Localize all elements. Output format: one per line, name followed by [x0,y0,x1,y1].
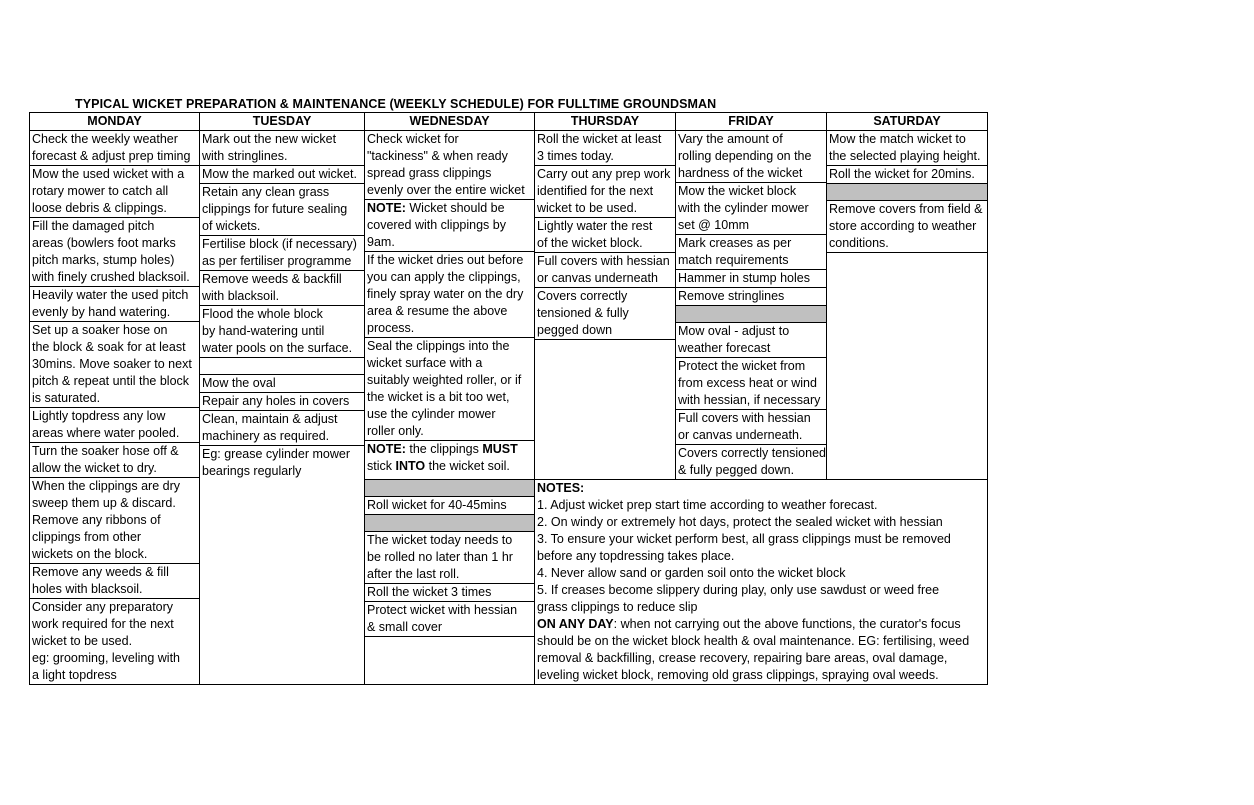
wednesday-note: NOTE: the clippings MUST stick INTO the wicket soil. [367,442,518,473]
wednesday-column-upper [365,131,535,480]
note-line: should be on the wicket block health & oval maintenance. EG: fertilising, weed [537,634,970,648]
friday-task: Mark creases as per match requirements [676,235,826,270]
header-friday: FRIDAY [676,113,827,131]
tuesday-task: Fertilise block (if necessary) as per fertiliser programme [200,236,364,271]
schedule-title: TYPICAL WICKET PREPARATION & MAINTENANCE (WEEKLY SCHEDULE) FOR FULLTIME GROUNDSMAN [75,97,717,111]
thursday-task: Full covers with hessian or canvas underneath [535,253,675,288]
thursday-task: Lightly water the rest of the wicket block. [535,218,675,253]
tuesday-task: Repair any holes in covers [200,393,364,411]
header-tuesday: TUESDAY [200,113,365,131]
tuesday-task: Mow the oval [200,375,364,393]
note-line: grass clippings to reduce slip [537,600,698,614]
note-line: 3. To ensure your wicket perform best, all grass clippings must be removed [537,532,951,546]
monday-task: Lightly topdress any low areas where water pooled. [30,408,199,443]
tuesday-task: Mow the marked out wicket. [200,166,364,184]
friday-task: Mow the wicket block with the cylinder mower set @ 10mm [676,183,826,235]
friday-task: Full covers with hessian or canvas underneath. [676,410,826,445]
tuesday-column [200,131,365,685]
friday-column [676,131,827,480]
header-saturday: SATURDAY [827,113,988,131]
note-line: 1. Adjust wicket prep start time according to weather forecast. [537,498,878,512]
monday-task: Remove any weeds & fill holes with blacksoil. [30,564,199,599]
saturday-gray-cell [827,184,987,201]
thursday-task: Carry out any prep work identified for the next wicket to be used. [535,166,675,218]
tuesday-task: Clean, maintain & adjust machinery as required. [200,411,364,446]
any-day-note: ON ANY DAY: when not carrying out the above functions, the curator's focus [537,617,961,631]
note-line: removal & backfilling, crease recovery, repairing bare areas, oval damage, [537,651,948,665]
wednesday-note: NOTE: Wicket should be covered with clippings by 9am. [365,200,534,252]
friday-gray-cell [676,306,826,323]
wednesday-column-lower [365,480,535,685]
monday-task: Set up a soaker hose on the block & soak for at least 30mins. Move soaker to next pitch & repeat until the block is saturated. [30,322,199,408]
thursday-column [535,131,676,480]
monday-task: Consider any preparatory work required for the next wicket to be used. eg: grooming, leveling with a light topdress [32,600,180,682]
tuesday-task: Mark out the new wicket with stringlines. [200,131,364,166]
wednesday-task: The wicket today needs to be rolled no later than 1 hr after the last roll. [365,532,534,584]
tuesday-empty-cell [200,358,364,375]
saturday-task: Remove covers from field & store according to weather conditions. [827,201,987,253]
wednesday-task: If the wicket dries out before you can apply the clippings, finely spray water on the dry area & resume the above process. [365,252,534,338]
wednesday-task: Roll wicket for 40-45mins [365,497,534,515]
saturday-task: Mow the match wicket to the selected playing height. [827,131,987,166]
tuesday-task: Flood the whole block by hand-watering until water pools on the surface. [200,306,364,358]
tuesday-task: Remove weeds & backfill with blacksoil. [200,271,364,306]
notes-heading: NOTES: [537,481,585,495]
saturday-task: Roll the wicket for 20mins. [827,166,987,184]
wednesday-task: Seal the clippings into the wicket surface with a suitably weighted roller, or if the wicket is a bit too wet, use the cylinder mower roller only. [365,338,534,441]
header-monday: MONDAY [30,113,200,131]
monday-task: Heavily water the used pitch evenly by hand watering. [30,287,199,322]
weekly-schedule-table [29,112,988,685]
header-thursday: THURSDAY [535,113,676,131]
friday-task: Covers correctly tensioned & fully pegged down. [678,446,826,477]
monday-task: Mow the used wicket with a rotary mower to catch all loose debris & clippings. [30,166,199,218]
header-wednesday: WEDNESDAY [365,113,535,131]
wednesday-task: Protect wicket with hessian & small cover [365,602,534,637]
note-line: 2. On windy or extremely hot days, protect the sealed wicket with hessian [537,515,943,529]
friday-task: Mow oval - adjust to weather forecast [676,323,826,358]
note-line: leveling wicket block, removing old grass clippings, spraying oval weeds. [537,668,939,682]
note-line: 5. If creases become slippery during play, only use sawdust or weed free [537,583,940,597]
header-row [30,113,988,131]
wednesday-gray-cell [365,515,534,532]
tuesday-task: Retain any clean grass clippings for future sealing of wickets. [200,184,364,236]
note-line: before any topdressing takes place. [537,549,735,563]
wednesday-task: Check wicket for "tackiness" & when ready spread grass clippings evenly over the entire wicket [365,131,534,200]
monday-task: Fill the damaged pitch areas (bowlers foot marks pitch marks, stump holes) with finely crushed blacksoil. [30,218,199,287]
saturday-column [827,131,988,480]
thursday-task: Covers correctly tensioned & fully pegged down [535,288,675,340]
friday-task: Protect the wicket from from excess heat or wind with hessian, if necessary [676,358,826,410]
monday-task: Check the weekly weather forecast & adjust prep timing [30,131,199,166]
friday-task: Hammer in stump holes [676,270,826,288]
monday-task: When the clippings are dry sweep them up & discard. Remove any ribbons of clippings from other wickets on the block. [30,478,199,564]
note-line: 4. Never allow sand or garden soil onto the wicket block [537,566,846,580]
upper-row [30,131,988,480]
friday-task: Vary the amount of rolling depending on the hardness of the wicket [676,131,826,183]
notes-box [535,480,988,685]
wednesday-task: Roll the wicket 3 times [365,584,534,602]
thursday-task: Roll the wicket at least 3 times today. [535,131,675,166]
monday-column [30,131,200,685]
friday-task: Remove stringlines [676,288,826,306]
monday-task: Turn the soaker hose off & allow the wicket to dry. [30,443,199,478]
tuesday-task: Eg: grease cylinder mower bearings regularly [202,447,350,478]
wednesday-gray-cell [365,480,534,497]
